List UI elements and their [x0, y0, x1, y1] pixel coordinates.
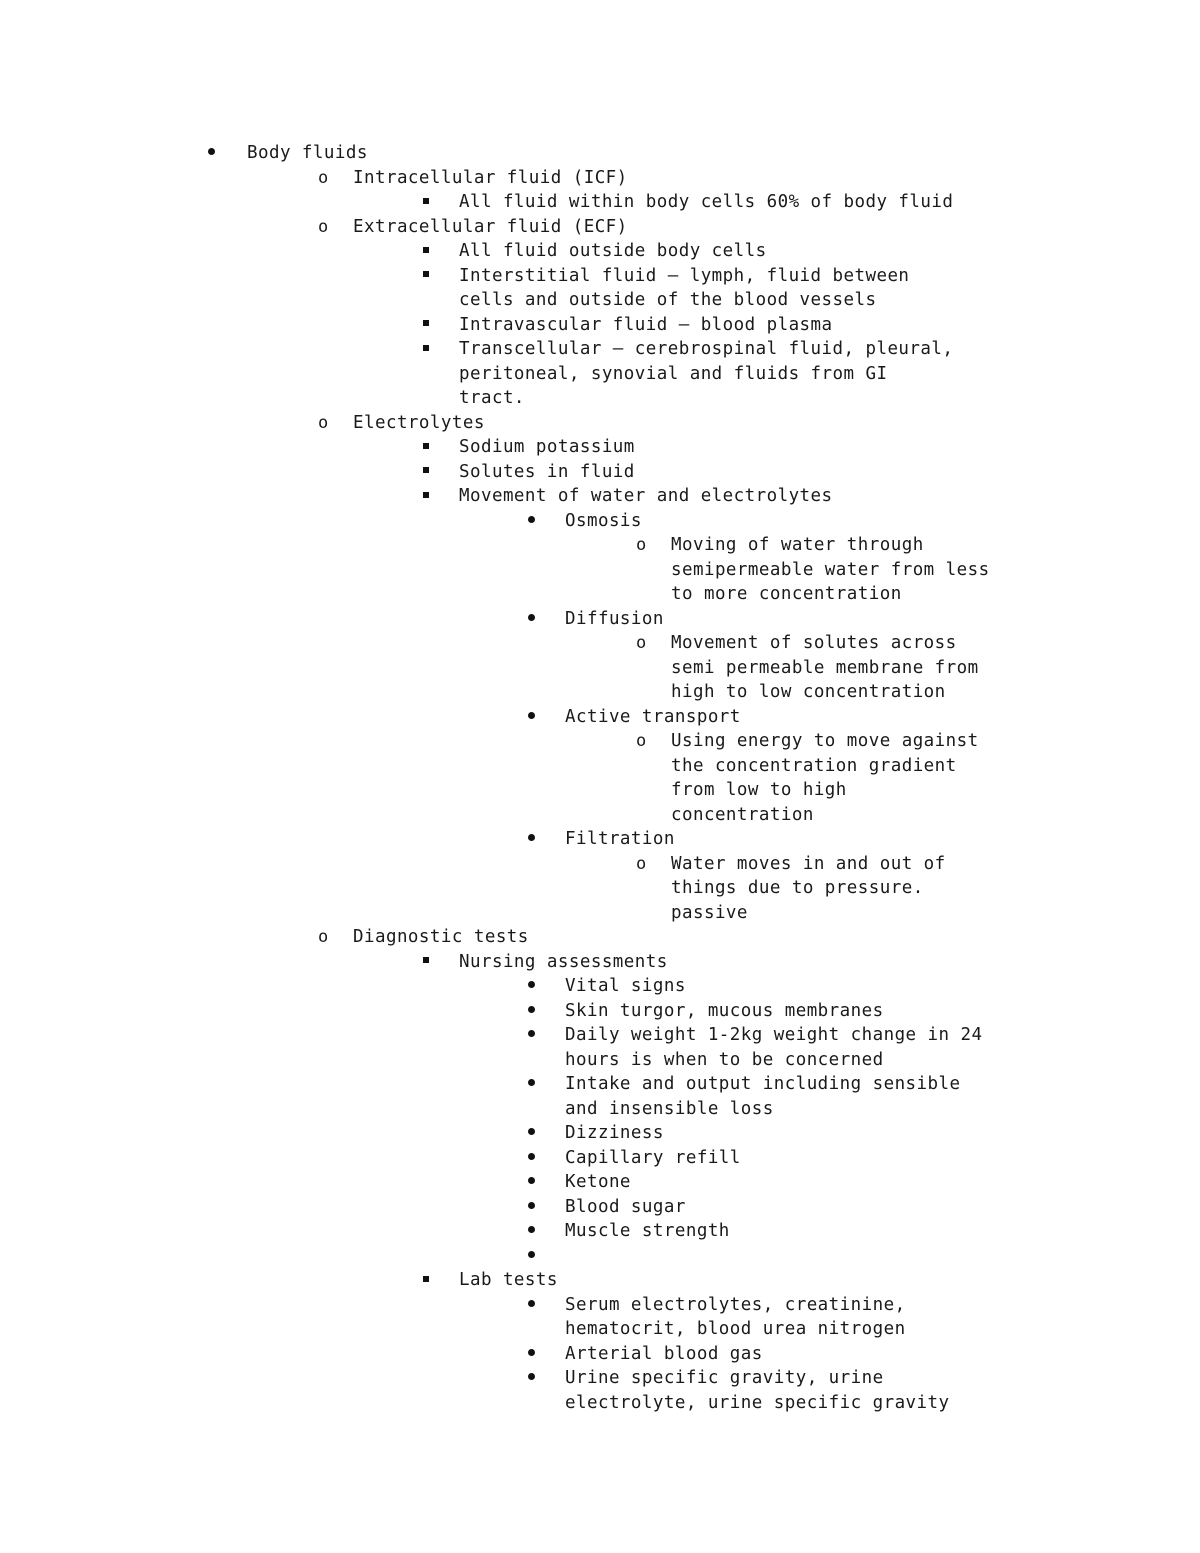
line-text: things due to pressure. [671, 878, 924, 898]
circle-bullet-icon: o [636, 633, 647, 653]
square-bullet-icon [423, 443, 429, 449]
line-text: Interstitial fluid – lymph, fluid between [459, 265, 910, 286]
line-text: passive [671, 902, 748, 923]
circle-bullet-icon: o [636, 853, 647, 874]
outline-line-10 [0, 362, 1200, 387]
outline-line-23 [0, 680, 1200, 705]
line-text: Skin turgor, mucous membranes [565, 1000, 884, 1021]
line-text: Sodium potassium [459, 437, 635, 457]
outline-line-43 [0, 1170, 1200, 1195]
outline-line-8 [0, 313, 1200, 338]
bullet-marker [528, 1244, 535, 1269]
line-text: Water moves in and out of [671, 853, 946, 874]
outline-line-38 [0, 1048, 1200, 1073]
outline-line-30 [0, 852, 1200, 877]
line-text: Serum electrolytes, creatinine, [565, 1294, 906, 1315]
outline-line-7 [0, 288, 1200, 313]
disc-bullet-icon [528, 712, 535, 719]
bullet-marker [528, 827, 535, 852]
line-text: Urine specific gravity, urine [565, 1368, 884, 1388]
line-text: Extracellular fluid (ECF) [353, 216, 628, 237]
outline-line-32 [0, 901, 1200, 926]
line-text: Electrolytes [353, 412, 485, 433]
outline-line-31 [0, 876, 1200, 901]
outline-line-36 [0, 999, 1200, 1024]
line-text: Movement of water and electrolytes [459, 486, 833, 506]
outline-line-5 [0, 239, 1200, 264]
line-text: high to low concentration [671, 682, 946, 702]
line-text: Osmosis [565, 510, 642, 531]
bullet-marker [528, 1293, 535, 1318]
outline-line-19 [0, 582, 1200, 607]
bullet-marker [423, 460, 429, 485]
line-text: Diffusion [565, 608, 664, 629]
outline-line-44 [0, 1195, 1200, 1220]
bullet-marker [423, 190, 429, 215]
circle-bullet-icon: o [636, 731, 647, 751]
bullet-marker [318, 166, 328, 191]
outline-line-1 [0, 141, 1200, 166]
outline-line-48 [0, 1293, 1200, 1318]
bullet-marker [423, 950, 429, 975]
line-text: All fluid outside body cells [459, 241, 767, 261]
line-text: the concentration gradient [671, 755, 957, 776]
line-text: from low to high [671, 780, 847, 800]
square-bullet-icon [423, 271, 429, 277]
square-bullet-icon [423, 467, 429, 473]
line-text: Using energy to move against [671, 731, 979, 751]
line-text: semipermeable water from less [671, 559, 990, 580]
line-text: hematocrit, blood urea nitrogen [565, 1319, 906, 1339]
disc-bullet-icon [528, 1300, 535, 1307]
line-text: to more concentration [671, 584, 902, 604]
line-text: Diagnostic tests [353, 927, 529, 947]
outline-line-29 [0, 827, 1200, 852]
square-bullet-icon [423, 320, 429, 326]
outline-line-47 [0, 1268, 1200, 1293]
disc-bullet-icon [528, 1202, 535, 1209]
bullet-marker [318, 411, 328, 436]
line-text: Movement of solutes across [671, 633, 957, 653]
disc-bullet-icon [528, 1153, 535, 1160]
disc-bullet-icon [528, 1006, 535, 1013]
bullet-marker [423, 264, 429, 289]
bullet-marker [528, 607, 535, 632]
square-bullet-icon [423, 345, 429, 351]
line-text: electrolyte, urine specific gravity [565, 1392, 950, 1413]
line-text: Filtration [565, 829, 675, 849]
square-bullet-icon [423, 247, 429, 253]
outline-line-28 [0, 803, 1200, 828]
bullet-marker [208, 141, 215, 166]
disc-bullet-icon [528, 1251, 535, 1258]
line-text: and insensible loss [565, 1098, 774, 1119]
outline-line-21 [0, 631, 1200, 656]
outline-line-16 [0, 509, 1200, 534]
outline-line-24 [0, 705, 1200, 730]
circle-bullet-icon: o [318, 412, 329, 433]
outline-document [0, 141, 1200, 1415]
line-text: hours is when to be concerned [565, 1049, 884, 1070]
outline-line-6 [0, 264, 1200, 289]
bullet-marker [636, 729, 646, 754]
disc-bullet-icon [528, 1079, 535, 1086]
outline-line-39 [0, 1072, 1200, 1097]
line-text: Intracellular fluid (ICF) [353, 167, 628, 188]
bullet-marker [528, 1342, 535, 1367]
outline-line-9 [0, 337, 1200, 362]
bullet-marker [423, 484, 429, 509]
line-text: Transcellular – cerebrospinal fluid, pleural, [459, 339, 954, 359]
circle-bullet-icon: o [636, 535, 647, 555]
outline-line-14 [0, 460, 1200, 485]
line-text: Intake and output including sensible [565, 1074, 961, 1094]
bullet-marker [528, 1366, 535, 1391]
outline-line-12 [0, 411, 1200, 436]
bullet-marker [528, 1146, 535, 1171]
line-text: Daily weight 1-2kg weight change in 24 [565, 1025, 983, 1045]
circle-bullet-icon: o [318, 167, 329, 188]
disc-bullet-icon [528, 516, 535, 523]
disc-bullet-icon [528, 1226, 535, 1233]
outline-line-17 [0, 533, 1200, 558]
line-text: Body fluids [247, 143, 368, 163]
line-text: cells and outside of the blood vessels [459, 290, 877, 310]
outline-line-11 [0, 386, 1200, 411]
outline-line-35 [0, 974, 1200, 999]
outline-line-20 [0, 607, 1200, 632]
line-text: Ketone [565, 1172, 631, 1192]
outline-line-22 [0, 656, 1200, 681]
bullet-marker [423, 337, 429, 362]
bullet-marker [528, 999, 535, 1024]
line-text: tract. [459, 388, 525, 408]
bullet-marker [318, 925, 328, 950]
line-text: Arterial blood gas [565, 1343, 763, 1364]
outline-line-3 [0, 190, 1200, 215]
bullet-marker [528, 509, 535, 534]
line-text: Moving of water through [671, 535, 924, 555]
outline-line-34 [0, 950, 1200, 975]
outline-line-26 [0, 754, 1200, 779]
disc-bullet-icon [528, 1128, 535, 1135]
outline-line-51 [0, 1366, 1200, 1391]
bullet-marker [528, 1023, 535, 1048]
square-bullet-icon [423, 957, 429, 963]
disc-bullet-icon [528, 1373, 535, 1380]
disc-bullet-icon [528, 614, 535, 621]
bullet-marker [423, 239, 429, 264]
outline-line-18 [0, 558, 1200, 583]
bullet-marker [636, 631, 646, 656]
line-text: Intravascular fluid – blood plasma [459, 314, 833, 335]
outline-line-27 [0, 778, 1200, 803]
outline-line-49 [0, 1317, 1200, 1342]
circle-bullet-icon: o [318, 216, 329, 237]
bullet-marker [318, 215, 328, 240]
disc-bullet-icon [208, 148, 215, 155]
line-text: Nursing assessments [459, 951, 668, 972]
bullet-marker [636, 852, 646, 877]
line-text: Muscle strength [565, 1221, 730, 1241]
line-text: Dizziness [565, 1123, 664, 1143]
bullet-marker [528, 1072, 535, 1097]
bullet-marker [423, 435, 429, 460]
line-text: Vital signs [565, 976, 686, 996]
square-bullet-icon [423, 1276, 429, 1282]
square-bullet-icon [423, 198, 429, 204]
outline-line-2 [0, 166, 1200, 191]
outline-line-45 [0, 1219, 1200, 1244]
outline-line-37 [0, 1023, 1200, 1048]
outline-line-41 [0, 1121, 1200, 1146]
line-text: peritoneal, synovial and fluids from GI [459, 363, 888, 384]
square-bullet-icon [423, 492, 429, 498]
outline-line-13 [0, 435, 1200, 460]
outline-line-25 [0, 729, 1200, 754]
line-text: concentration [671, 804, 814, 825]
line-text: Blood sugar [565, 1196, 686, 1217]
disc-bullet-icon [528, 1177, 535, 1184]
disc-bullet-icon [528, 834, 535, 841]
outline-line-42 [0, 1146, 1200, 1171]
line-text: Active transport [565, 706, 741, 727]
bullet-marker [528, 1219, 535, 1244]
line-text: Lab tests [459, 1270, 558, 1290]
outline-line-33 [0, 925, 1200, 950]
bullet-marker [423, 313, 429, 338]
disc-bullet-icon [528, 981, 535, 988]
bullet-marker [528, 1170, 535, 1195]
bullet-marker [636, 533, 646, 558]
outline-line-50 [0, 1342, 1200, 1367]
outline-line-46 [0, 1244, 1200, 1269]
bullet-marker [423, 1268, 429, 1293]
outline-line-15 [0, 484, 1200, 509]
disc-bullet-icon [528, 1349, 535, 1356]
line-text: semi permeable membrane from [671, 657, 979, 678]
line-text: All fluid within body cells 60% of body fluid [459, 192, 954, 212]
disc-bullet-icon [528, 1030, 535, 1037]
outline-line-52 [0, 1391, 1200, 1416]
line-text: Capillary refill [565, 1147, 741, 1168]
bullet-marker [528, 1195, 535, 1220]
bullet-marker [528, 974, 535, 999]
circle-bullet-icon: o [318, 927, 329, 947]
bullet-marker [528, 705, 535, 730]
outline-line-40 [0, 1097, 1200, 1122]
bullet-marker [528, 1121, 535, 1146]
outline-line-4 [0, 215, 1200, 240]
line-text: Solutes in fluid [459, 461, 635, 482]
